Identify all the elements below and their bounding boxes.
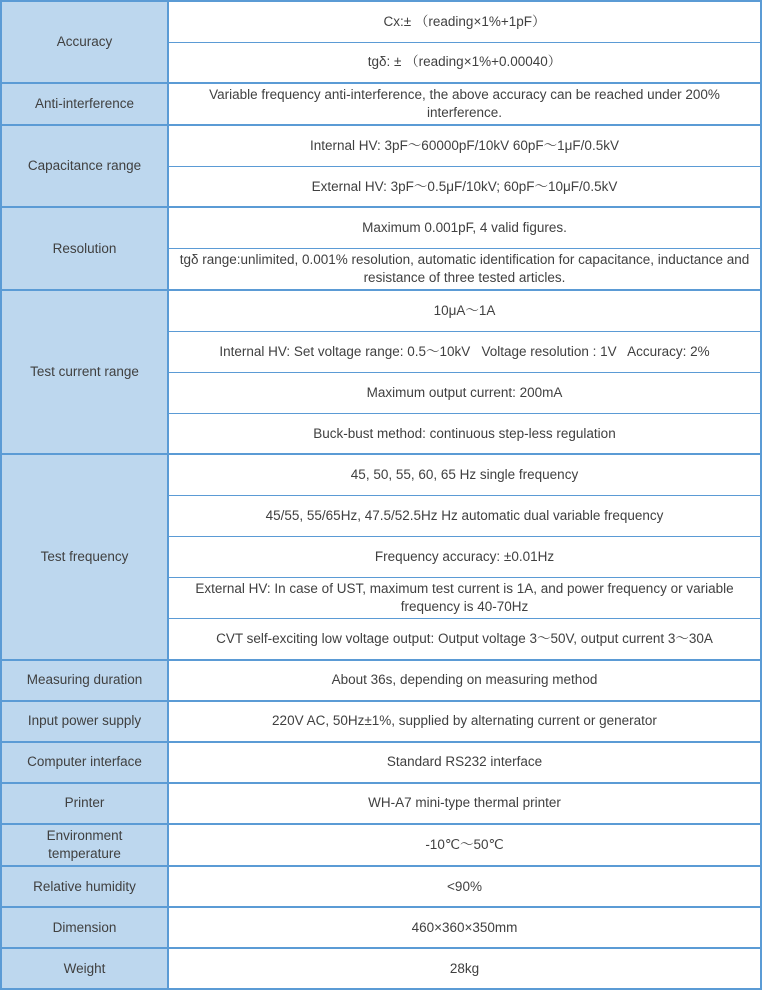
spec-row [1,207,761,248]
spec-label-input-power-supply: Input power supply [1,701,168,742]
spec-value: External HV: In case of UST, maximum test current is 1A, and power frequency or variable frequency is 40-70Hz [168,577,761,618]
spec-row [1,783,761,824]
spec-value: External HV: 3pF～0.5μF/10kV; 60pF～10μF/0.5kV [168,166,761,207]
spec-value: -10℃～50℃ [168,824,761,866]
spec-row [1,83,761,125]
spec-value: 220V AC, 50Hz±1%, supplied by alternating current or generator [168,701,761,742]
spec-value: 460×360×350mm [168,907,761,948]
spec-value: About 36s, depending on measuring method [168,660,761,701]
spec-value: 28kg [168,948,761,989]
spec-label-anti-interference: Anti-interference [1,83,168,125]
spec-label-test-current-range: Test current range [1,290,168,454]
spec-value: Maximum output current: 200mA [168,372,761,413]
spec-value: 45, 50, 55, 60, 65 Hz single frequency [168,454,761,495]
spec-label-capacitance-range: Capacitance range [1,125,168,207]
spec-label-resolution: Resolution [1,207,168,290]
spec-label-computer-interface: Computer interface [1,742,168,783]
spec-row [1,1,761,42]
spec-value: Cx:± （reading×1%+1pF） [168,1,761,42]
spec-label-printer: Printer [1,783,168,824]
spec-label-accuracy: Accuracy [1,1,168,83]
spec-value: CVT self-exciting low voltage output: Output voltage 3～50V, output current 3～30A [168,619,761,660]
spec-value: 45/55, 55/65Hz, 47.5/52.5Hz Hz automatic dual variable frequency [168,495,761,536]
spec-row [1,701,761,742]
spec-row [1,125,761,166]
spec-row [1,660,761,701]
spec-label-weight: Weight [1,948,168,989]
spec-label-environment-temperature: Environment temperature [1,824,168,866]
spec-value: Standard RS232 interface [168,742,761,783]
spec-value: Internal HV: 3pF～60000pF/10kV 60pF～1μF/0.5kV [168,125,761,166]
spec-value: tgδ: ± （reading×1%+0.00040） [168,42,761,83]
spec-value: <90% [168,866,761,907]
spec-row [1,866,761,907]
spec-row [1,742,761,783]
spec-value: Frequency accuracy: ±0.01Hz [168,536,761,577]
spec-value: Maximum 0.001pF, 4 valid figures. [168,207,761,248]
spec-row [1,454,761,495]
spec-value: 10μA～1A [168,290,761,331]
spec-value: WH-A7 mini-type thermal printer [168,783,761,824]
spec-row [1,290,761,331]
spec-label-test-frequency: Test frequency [1,454,168,659]
spec-value: Variable frequency anti-interference, the above accuracy can be reached under 200% interference. [168,83,761,125]
spec-value: tgδ range:unlimited, 0.001% resolution, automatic identification for capacitance, inductance and resistance of three tested articles. [168,248,761,290]
spec-value: Buck-bust method: continuous step-less regulation [168,413,761,454]
spec-row [1,948,761,989]
spec-label-relative-humidity: Relative humidity [1,866,168,907]
spec-label-dimension: Dimension [1,907,168,948]
spec-row [1,824,761,866]
spec-label-measuring-duration: Measuring duration [1,660,168,701]
spec-row [1,907,761,948]
spec-value: Internal HV: Set voltage range: 0.5～10kV Voltage resolution : 1V Accuracy: 2% [168,331,761,372]
